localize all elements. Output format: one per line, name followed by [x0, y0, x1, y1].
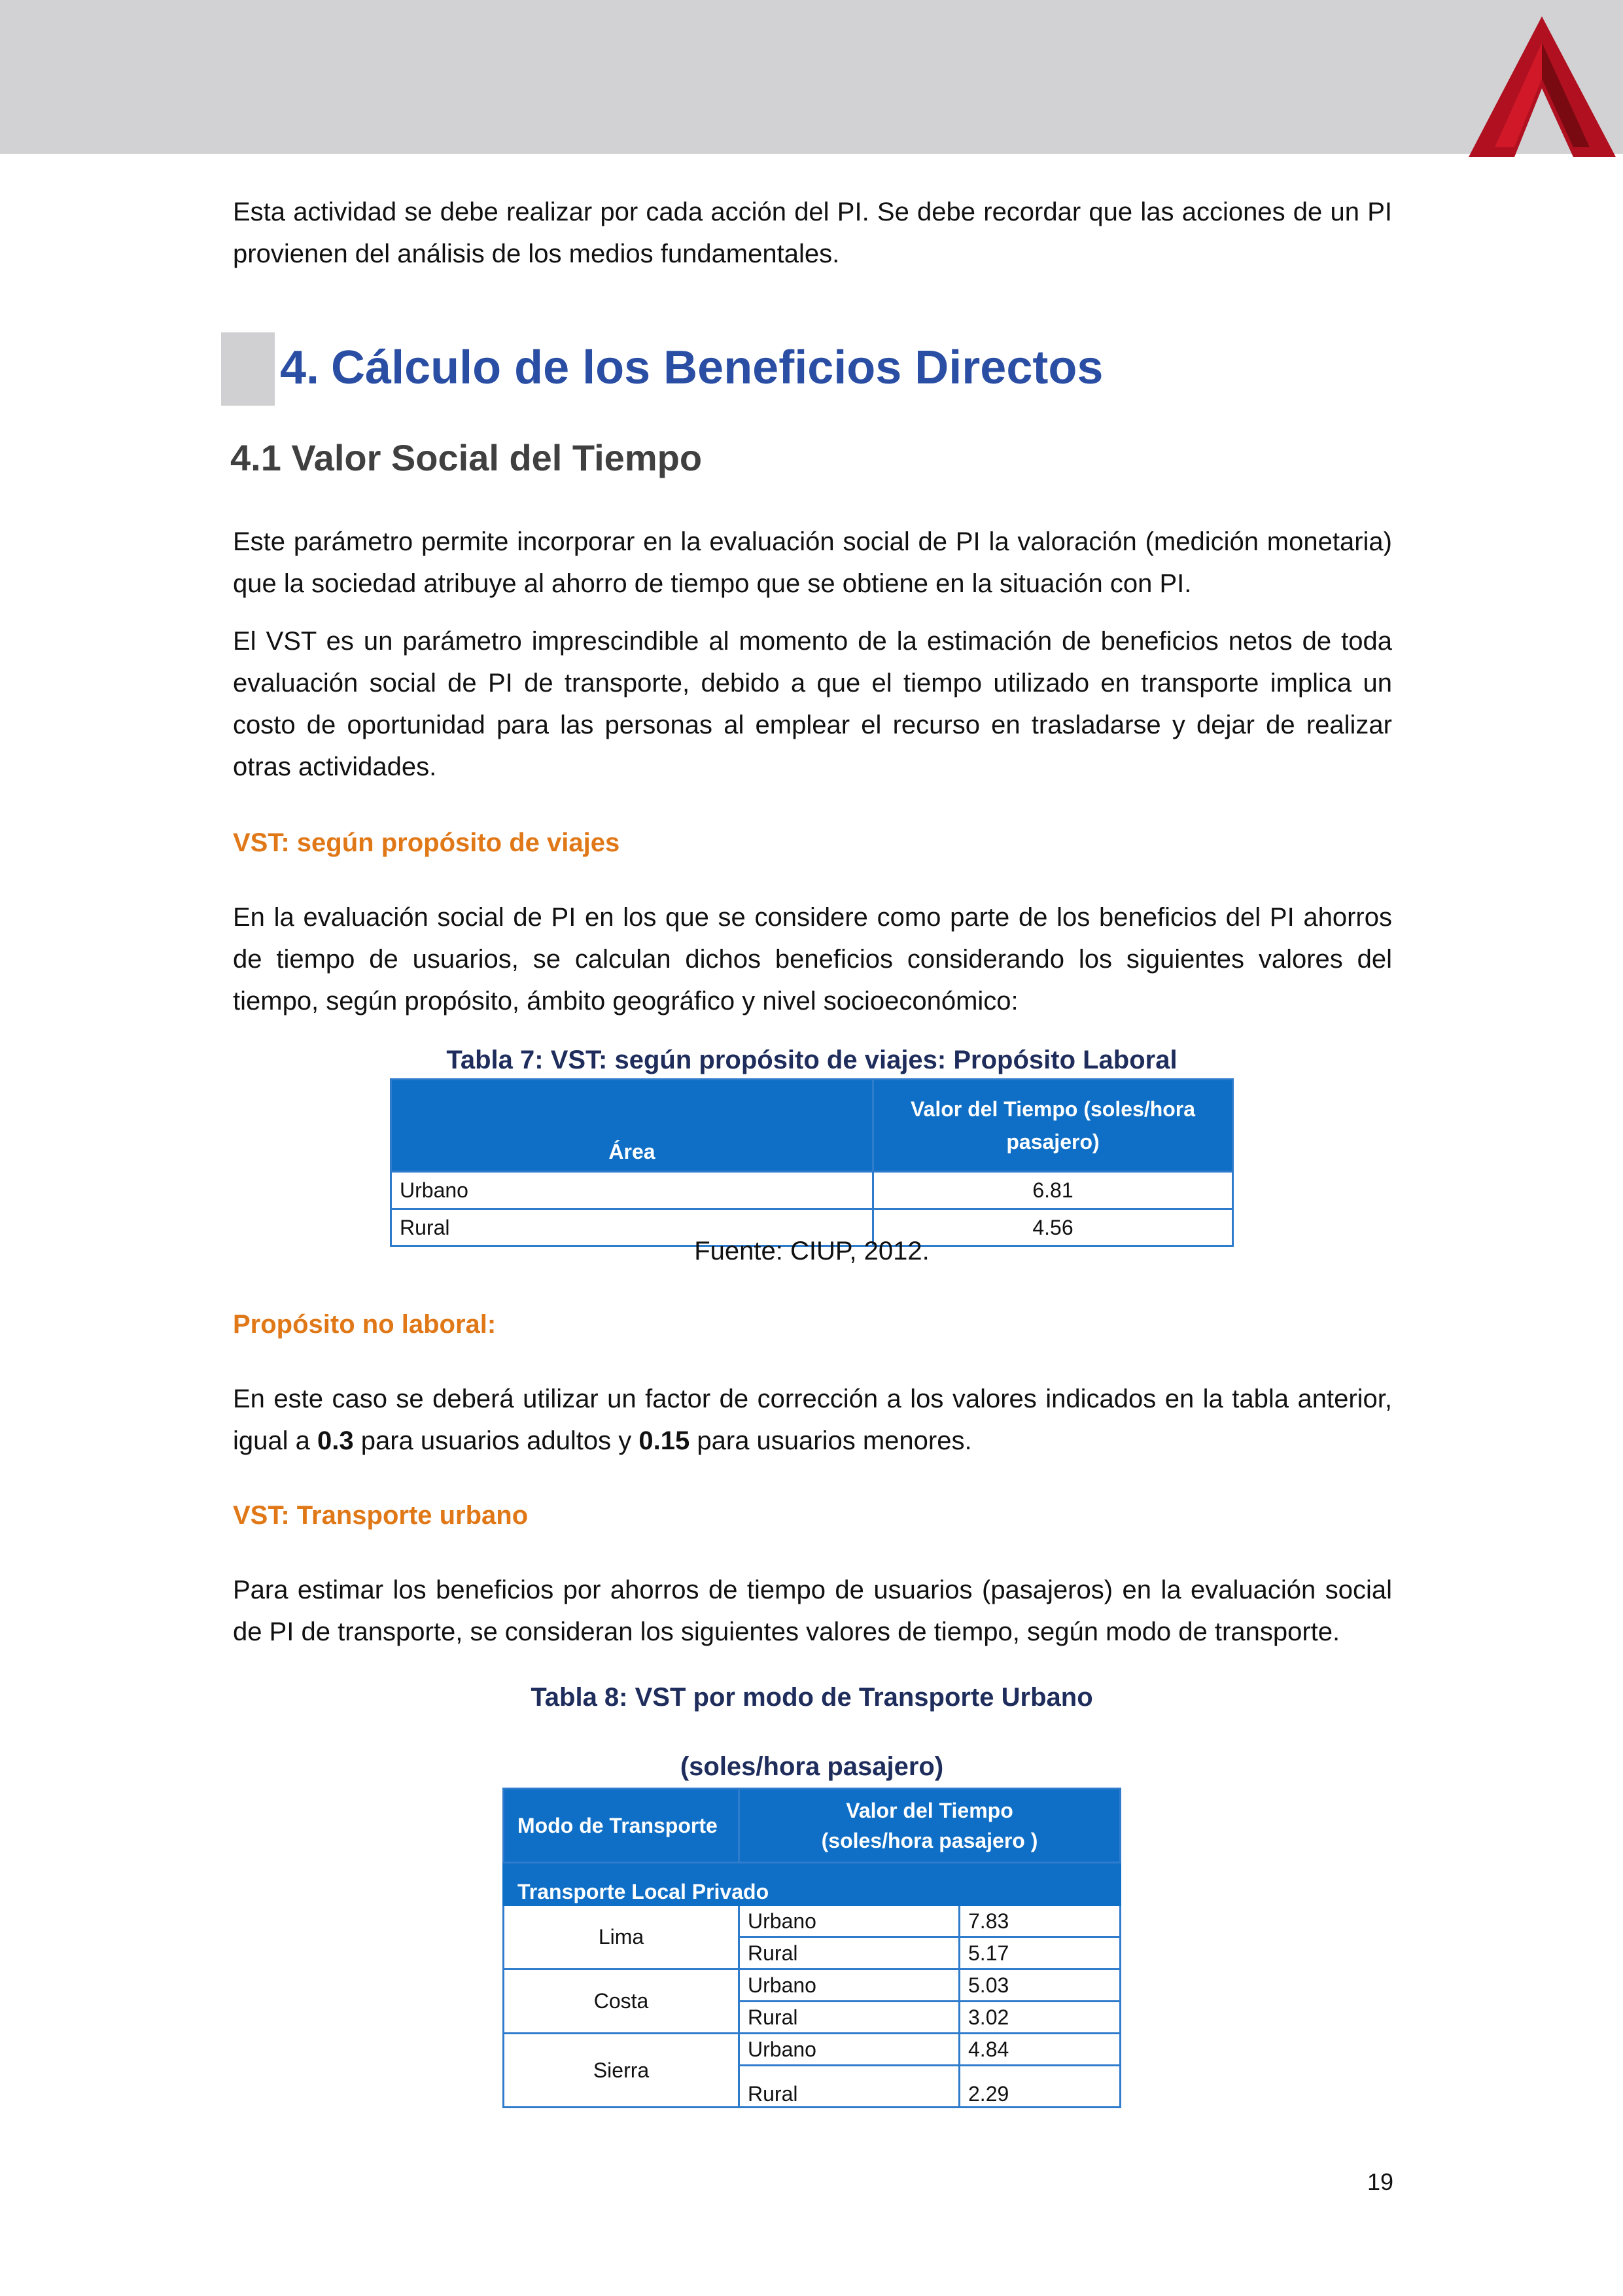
table8-region: Costa: [504, 1969, 739, 2034]
table-row: [504, 1905, 1121, 1937]
heading-no-laboral: Propósito no laboral:: [233, 1310, 497, 1339]
table7-header-valor: Valor del Tiempo (soles/hora pasajero): [873, 1080, 1233, 1172]
table8: [502, 1788, 1121, 2108]
table8-cell-valor: 5.17: [960, 1937, 1121, 1969]
table8-section-label: Transporte Local Privado: [504, 1863, 1121, 1905]
subsection-title: 4.1 Valor Social del Tiempo: [230, 437, 703, 478]
paragraph-vst-definition: Este parámetro permite incorporar en la evaluación social de PI la valoración (medición monetaria) que la sociedad atribuye al ahorro de tiempo que se obtiene en la situación con PI.: [233, 527, 1392, 598]
table8-cell-area: Urbano: [739, 1905, 960, 1937]
factor-adultos: 0.3: [317, 1426, 354, 1455]
table7-cell-valor: 4.56: [873, 1209, 1233, 1246]
page-number: 19: [1367, 2168, 1393, 2195]
intro-paragraph: Esta actividad se debe realizar por cada acción del PI. Se debe recordar que las acciones de un PI provienen del análisis de los medios fundamentales.: [233, 198, 1392, 268]
table7-cell-area: Urbano: [391, 1172, 873, 1209]
table8-cell-valor: 2.29: [960, 2066, 1121, 2108]
table8-cell-area: Urbano: [739, 1969, 960, 2002]
heading-vst-proposito: VST: según propósito de viajes: [233, 828, 620, 857]
table8-cell-valor: 4.84: [960, 2034, 1121, 2066]
table8-caption-line1: Tabla 8: VST por modo de Transporte Urbano: [531, 1683, 1093, 1712]
table7-cell-area: Rural: [391, 1209, 873, 1246]
table7-caption: Tabla 7: VST: según propósito de viajes: Propósito Laboral: [446, 1046, 1178, 1074]
paragraph-transporte-urbano: Para estimar los beneficios por ahorros de tiempo de usuarios (pasajeros) en la evaluación social de PI de transporte, se consideran los siguientes valores de tiempo, según modo de transporte.: [233, 1576, 1392, 1646]
table8-section-row: [504, 1863, 1121, 1905]
table8-cell-valor: 3.02: [960, 2002, 1121, 2034]
table7-header-area: Área: [391, 1080, 873, 1172]
table8-header-modo: Modo de Transporte: [504, 1789, 739, 1863]
red-triangle-logo-icon: [1469, 16, 1616, 157]
paragraph-evaluacion: En la evaluación social de PI en los que se considere como parte de los beneficios del PI ahorros de tiempo de usuarios, se calculan dichos beneficios considerando los siguientes valores del tiempo, según propósito, ámbito geográfico y nivel socioeconómico:: [233, 903, 1392, 1016]
table7-source: Fuente: CIUP, 2012.: [694, 1237, 930, 1265]
table8-cell-valor: 5.03: [960, 1969, 1121, 2002]
section-heading-marker: [221, 332, 275, 406]
table8-caption-line2: (soles/hora pasajero): [680, 1752, 944, 1781]
paragraph-factor-correccion: En este caso se deberá utilizar un factor de corrección a los valores indicados en la tabla anterior, igual a 0.3 para usuarios adultos y 0.15 para usuarios menores.: [233, 1385, 1392, 1455]
table8-cell-area: Rural: [739, 2002, 960, 2034]
table-row: [391, 1172, 1233, 1209]
paragraph-vst-importance: El VST es un parámetro imprescindible al momento de la estimación de beneficios netos de toda evaluación social de PI de transporte, debido a que el tiempo utilizado en transporte implica un costo de oportunidad para las personas al emplear el recurso en trasladarse y dejar de realizar otras actividades.: [233, 627, 1392, 781]
factor-menores: 0.15: [638, 1426, 690, 1455]
table7-cell-valor: 6.81: [873, 1172, 1233, 1209]
section-number: 4.: [280, 342, 320, 394]
section-title-text: Cálculo de los Beneficios Directos: [331, 342, 1104, 394]
table8-cell-area: Rural: [739, 1937, 960, 1969]
table7: [390, 1078, 1234, 1247]
page-header-band: [0, 0, 1623, 154]
table8-cell-area: Rural: [739, 2066, 960, 2108]
table8-region: Sierra: [504, 2034, 739, 2108]
table8-region: Lima: [504, 1905, 739, 1969]
table8-cell-area: Urbano: [739, 2034, 960, 2066]
table8-cell-valor: 7.83: [960, 1905, 1121, 1937]
heading-vst-urbano: VST: Transporte urbano: [233, 1501, 529, 1530]
section-title: [280, 335, 1103, 400]
table8-header-valor: Valor del Tiempo (soles/hora pasajero ): [739, 1789, 1121, 1863]
table-row: [504, 1969, 1121, 2002]
table-row: [504, 2034, 1121, 2066]
